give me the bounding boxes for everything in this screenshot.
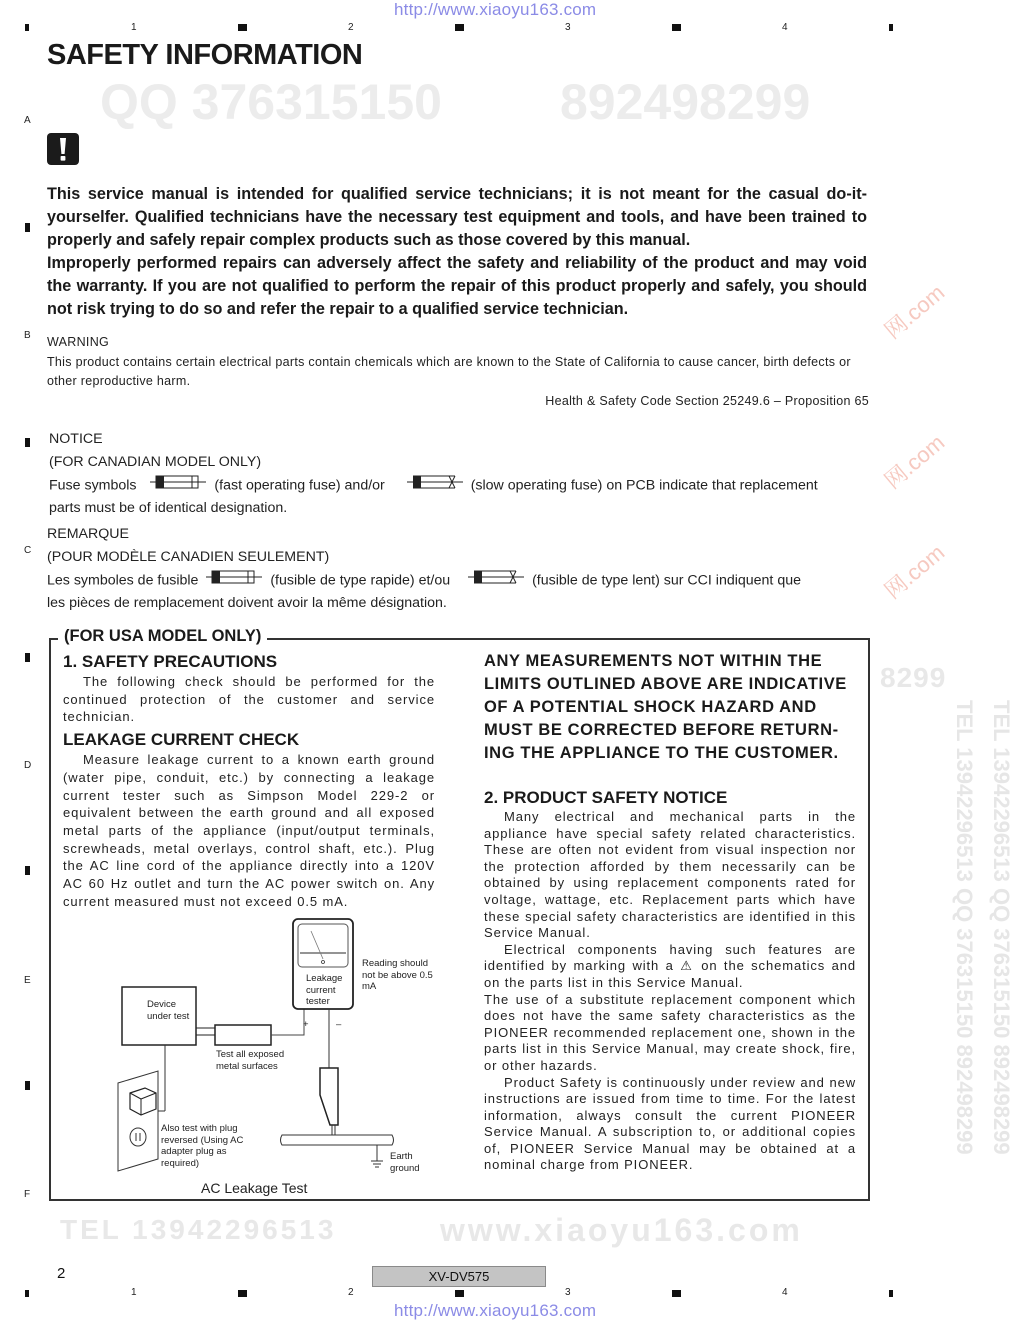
notice-scope: (FOR CANADIAN MODEL ONLY) (49, 454, 262, 470)
notice-block (49, 428, 871, 520)
earth-label: Earth ground (390, 1151, 420, 1174)
grid-mark (672, 1290, 681, 1297)
grid-row-e: E (24, 975, 31, 986)
warning-block (47, 333, 869, 411)
fast-fuse-icon (150, 474, 206, 497)
product-safety-p4: Product Safety is continuously under review and new instructions are issued from time to time. For the latest information, always consult the current PIONEER Service Manual. A subscription to, or additional copies of, PIONEER Service Manual may be obtained at a nominal charge from PIONEER. (484, 1074, 856, 1173)
notice-heading: NOTICE (49, 431, 103, 447)
grid-row-b: B (24, 330, 31, 341)
model-name-badge: XV-DV575 (372, 1266, 546, 1287)
notice-line-a: Fuse symbols (49, 477, 137, 494)
watermark-url-bottom: http://www.xiaoyu163.com (394, 1301, 597, 1320)
tester-label: Leakage current tester (306, 973, 343, 1007)
device-label: Device under test (147, 999, 190, 1022)
grid-mark (25, 24, 29, 31)
usa-model-label: (FOR USA MODEL ONLY) (58, 626, 267, 646)
product-safety-heading: 2. PRODUCT SAFETY NOTICE (484, 788, 728, 807)
grid-row-a: A (24, 115, 31, 126)
watermark-tel: TEL 13942296513 (60, 1214, 337, 1245)
watermark-stamp-1: 网.com (879, 279, 950, 344)
grid-mark (25, 438, 30, 447)
reading-note: Reading should not be above 0.5 mA (362, 958, 433, 992)
safety-precautions-heading: 1. SAFETY PRECAUTIONS (63, 652, 278, 671)
grid-column-1: 1 (131, 22, 137, 33)
remarque-line-d: les pièces de remplacement doivent avoir la même désignation. (47, 595, 447, 612)
safety-precautions-text: The following check should be performed for the continued protection of the customer and service technician. (63, 674, 435, 725)
grid-column-4: 4 (782, 1287, 788, 1298)
shock-hazard-warning: ANY MEASUREMENTS NOT WITHIN THE LIMITS OUTLINED ABOVE ARE INDICATIVE OF A POTENTIAL SHOCK HAZARD AND MUST BE CORRECTED BEFORE RETURN-ING THE APPLIANCE TO THE CUSTOMER. (484, 652, 847, 762)
fast-fuse-icon (206, 569, 262, 592)
grid-mark (455, 24, 464, 31)
grid-mark (25, 1290, 29, 1297)
leakage-check-text: Measure leakage current to a known earth ground (water pipe, conduit, etc.) by connecting a leakage current tester such as Simpson Model 229-2 or equivalent between the earth ground and all exposed metal parts of the appliance (input/output terminals, screwheads, metal overlays, control shaft, etc.). Plug the AC line cord of the appliance directly into a 120V AC 60 Hz outlet and turn the AC power switch on. Any current measured must not exceed 0.5 mA. (63, 752, 435, 909)
remarque-scope: (POUR MODÈLE CANADIEN SEULEMENT) (47, 549, 330, 565)
grid-mark (25, 1081, 30, 1090)
probe-note: Test all exposed metal surfaces (216, 1049, 285, 1072)
grid-column-3: 3 (565, 22, 571, 33)
grid-mark (25, 866, 30, 875)
notice-line-b: (fast operating fuse) and/or (214, 477, 385, 494)
watermark-url-top: http://www.xiaoyu163.com (394, 0, 597, 19)
probe-box (215, 1025, 271, 1045)
product-safety-p1: Many electrical and mechanical parts in the appliance have special safety related characteristics. These are often not evident from visual inspection nor the protection afforded by them necessarily can be obtained by using replacement components rated for voltage, wattage, etc. Replacement parts which have these special safety characteristics are identified in this Service Manual. (484, 809, 856, 941)
warning-heading: WARNING (47, 335, 110, 349)
warning-triangle-icon: ⚠ (680, 958, 695, 974)
grid-column-3: 3 (565, 1287, 571, 1298)
grid-column-2: 2 (348, 22, 354, 33)
grid-row-f: F (24, 1189, 31, 1200)
watermark-stamp-2: 网.com (879, 429, 950, 494)
page-title: SAFETY INFORMATION (47, 39, 363, 71)
remarque-line-a: Les symboles de fusible (47, 572, 199, 589)
warning-code: Health & Safety Code Section 25249.6 – Proposition 65 (545, 393, 869, 408)
slow-fuse-icon (407, 474, 463, 497)
page-number: 2 (57, 1265, 66, 1282)
usa-left-column (63, 650, 435, 910)
remarque-line-c: (fusible de type lent) sur CCI indiquent que (532, 572, 801, 589)
watermark-box-right: 8299 (880, 662, 947, 693)
ac-leakage-diagram (100, 915, 460, 1200)
warning-text: This product contains certain electrical parts contain chemicals which are known to the State of California to cause cancer, birth defects or other reproductive harm. (47, 354, 851, 388)
grid-column-4: 4 (782, 22, 788, 33)
watermark-bottom: www.xiaoyu163.com (440, 1212, 803, 1248)
remarque-line-b: (fusible de type rapide) et/ou (270, 572, 451, 589)
remarque-heading: REMARQUE (47, 526, 129, 542)
usa-right-column (484, 650, 856, 1174)
intro-paragraph-1: This service manual is intended for qualified service technicians; it is not meant for the casual do-it-yourselfer. Qualified technicians have the necessary test equipment and tools, and have been trained to properly and safely repair complex products such as those covered by this manual. (47, 185, 867, 249)
product-safety-p2 (484, 942, 856, 992)
notice-line-d: parts must be of identical designation. (49, 500, 288, 517)
leakage-check-heading: LEAKAGE CURRENT CHECK (63, 730, 300, 750)
watermark-qq: QQ 376315150 (100, 74, 442, 130)
grid-column-2: 2 (348, 1287, 354, 1298)
plug-note: Also test with plug reversed (Using AC adapter plug as required) (161, 1123, 244, 1169)
plus-terminal: + (303, 1019, 309, 1030)
exclamation-icon (47, 133, 79, 165)
intro-paragraph-2: Improperly performed repairs can adversely affect the safety and reliability of the product and may void the warranty. If you are not qualified to perform the repair of this product properly and safely, you should not risk trying to do so and refer the repair to a qualified service technician. (47, 254, 867, 318)
notice-fuse-line (49, 474, 871, 497)
grid-row-d: D (24, 760, 32, 771)
minus-terminal: – (336, 1019, 342, 1030)
remarque-block (47, 523, 869, 615)
slow-fuse-icon (468, 569, 524, 592)
grid-mark (25, 223, 30, 232)
watermark-qq-2: 892498299 (560, 74, 811, 130)
watermark-vertical-left: TEL 13942296513 QQ 376315150 892498299 (952, 700, 977, 1155)
grid-mark (455, 1290, 464, 1297)
grid-mark (889, 24, 893, 31)
diagram-caption: AC Leakage Test (201, 1180, 308, 1196)
remarque-fuse-line (47, 569, 869, 592)
product-safety-p3: The use of a substitute replacement component which does not have the same safety characteristics as the PIONEER recommended replacement one, shown in the parts list in this Service Manual, may create shock, fire, or other hazards. (484, 991, 856, 1073)
grid-column-1: 1 (131, 1287, 137, 1298)
intro-text (47, 183, 867, 321)
grid-mark (672, 24, 681, 31)
product-safety-p2-a: Electrical components having such features are identified by marking with a (484, 941, 856, 974)
notice-line-c: (slow operating fuse) on PCB indicate that replacement (470, 477, 818, 494)
watermark-stamp-3: 网.com (879, 539, 950, 604)
grid-mark (238, 24, 247, 31)
grid-mark (238, 1290, 247, 1297)
product-safety-p2-b: on the schematics and on the parts list in this Service Manual. (484, 958, 857, 990)
grid-mark (889, 1290, 893, 1297)
grid-mark (25, 653, 30, 662)
watermark-vertical-right: TEL 13942296513 QQ 376315150 892498299 (989, 700, 1014, 1155)
grid-row-c: C (24, 545, 32, 556)
